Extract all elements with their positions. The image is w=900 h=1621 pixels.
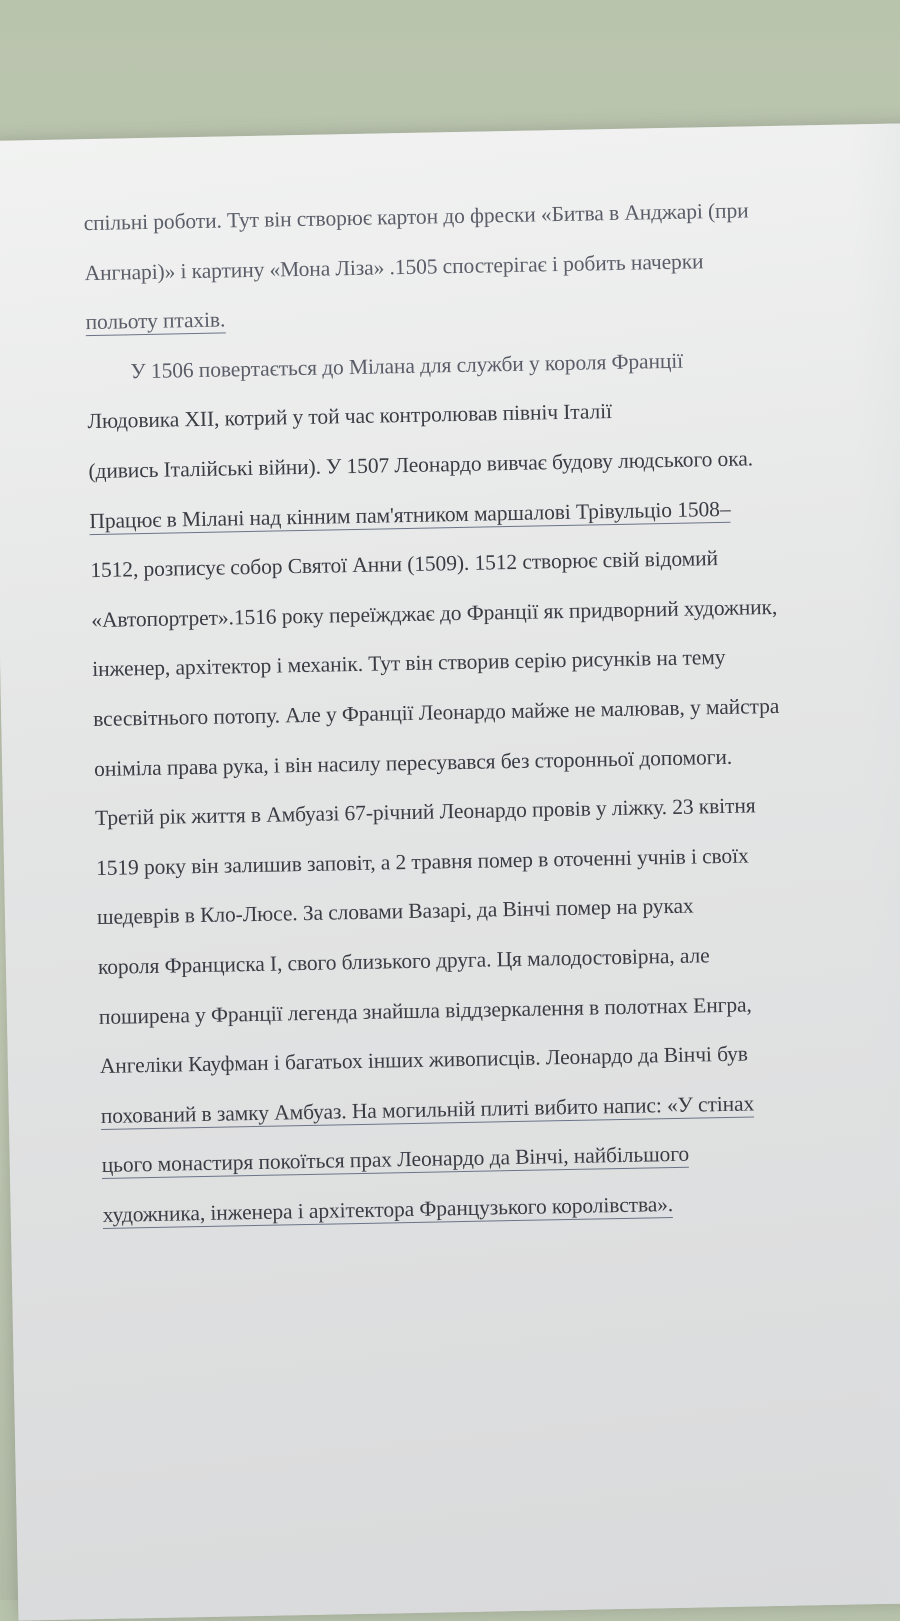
text-line-15: шедеврів в Кло-Люсе. За словами Вазарі, да Вінчі помер на руках	[96, 893, 694, 930]
text-line-10: інженер, архітектор і механік. Тут він створив серію рисунків на тему	[92, 645, 726, 682]
text-line-8: 1512, розписує собор Святої Анни (1509). 1512 створює свій відомий	[90, 546, 719, 583]
text-line-20: цього монастиря покоїться прах Леонардо да Вінчі, найбільшого	[101, 1141, 690, 1178]
text-line-9: «Автопортрет».1516 року переїжджає до Франції як придворний художник,	[91, 594, 778, 632]
text-line-2: Ангнарі)» і картину «Мона Ліза» .1505 спостерігає і робить начерки	[84, 248, 704, 285]
text-line-16: короля Франциска I, свого близького друга. Ця малодостовірна, але	[97, 943, 710, 979]
paper-sheet	[0, 123, 900, 1621]
text-line-7: Працює в Мілані над кінним пам'ятником маршалові Трівульціо 1508–	[89, 496, 731, 533]
text-line-6: (дивись Італійські війни). У 1507 Леонардо вивчає будову людського ока.	[88, 446, 754, 484]
document-body	[83, 185, 843, 1240]
text-line-1: спільні роботи. Тут він створює картон до фрески «Битва в Анджарі (при	[83, 198, 749, 236]
text-line-5: Людовика XII, котрий у той час контролював північ Італії	[87, 399, 613, 434]
text-line-18: Ангеліки Кауфман і багатьох інших живописців. Леонардо да Вінчі був	[99, 1041, 749, 1079]
text-line-19: похований в замку Амбуаз. На могильній плиті вибито напис: «У стінах	[100, 1091, 755, 1128]
text-line-21: художника, інженера і архітектора Французького королівства».	[102, 1191, 674, 1227]
text-line-17: поширена у Франції легенда знайшла віддзеркалення в полотнах Енгра,	[98, 991, 752, 1029]
text-line-14: 1519 року він залишив заповіт, а 2 травня помер в оточенні учнів і своїх	[95, 843, 749, 880]
text-line-3: польоту птахів.	[85, 307, 226, 335]
text-line-4: У 1506 повертається до Мілана для служби у короля Франції	[130, 348, 684, 384]
text-line-11: всесвітнього потопу. Але у Франції Леонардо майже не малював, у майстра	[92, 693, 780, 731]
paper-shading	[850, 123, 900, 1604]
text-line-13: Третій рік життя в Амбуазі 67-річний Леонардо провів у ліжку. 23 квітня	[94, 793, 756, 831]
text-line-12: оніміла права рука, і він насилу пересувався без сторонньої допомоги.	[93, 744, 733, 781]
